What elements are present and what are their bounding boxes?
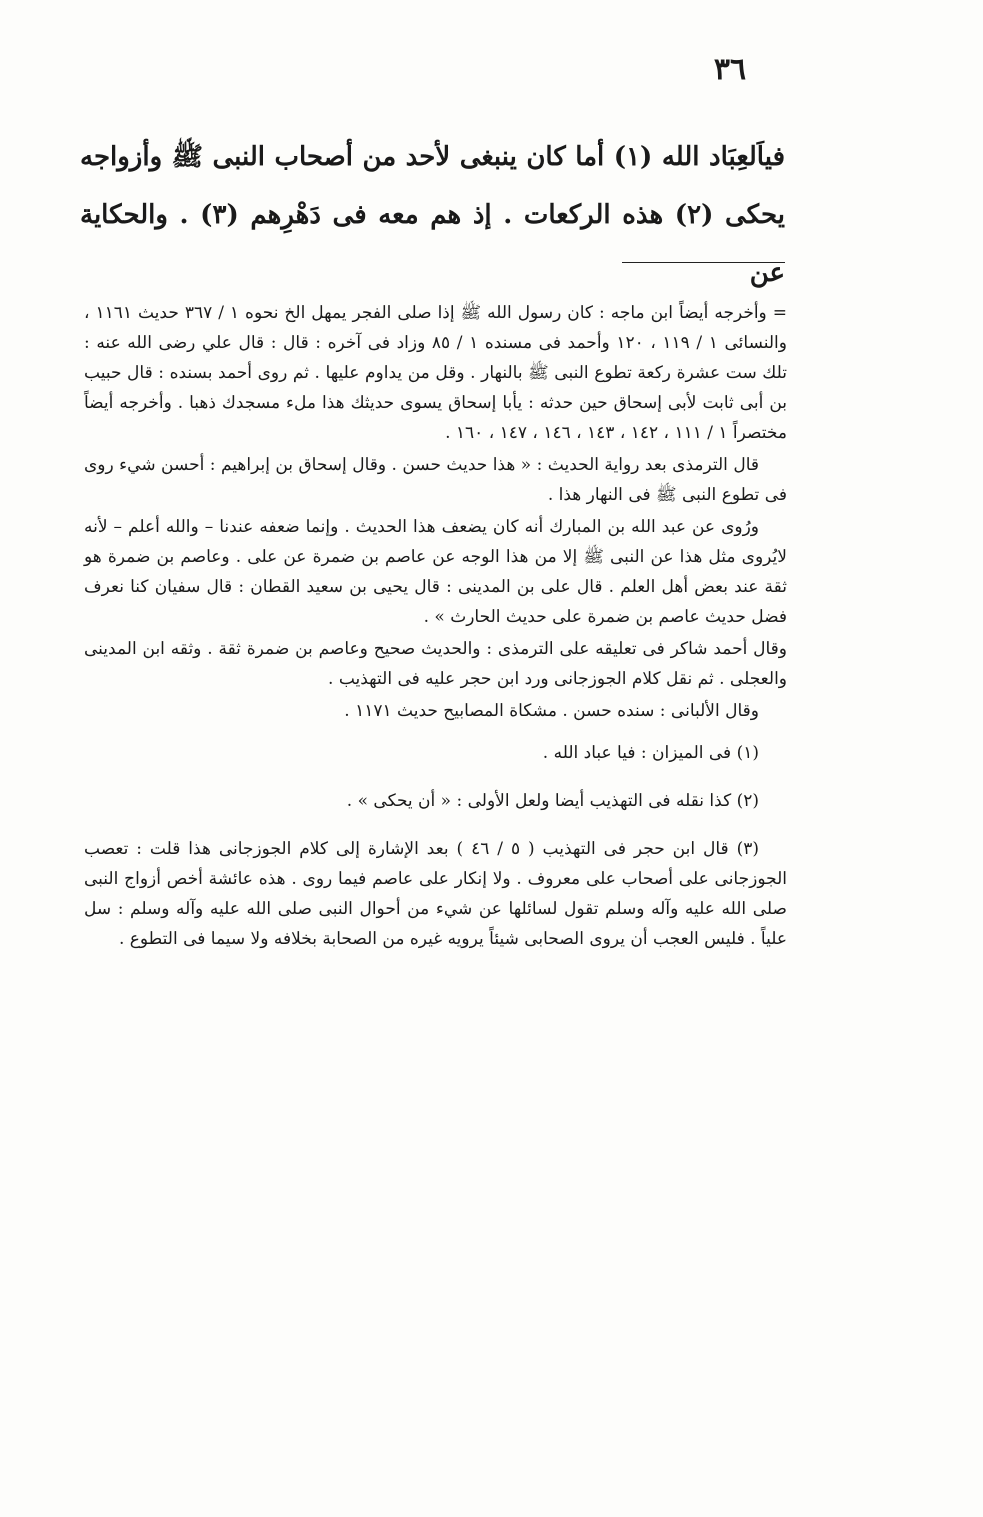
footnote-continuation-paragraph: قال الترمذى بعد رواية الحديث : « هذا حديث حسن . وقال إسحاق بن إبراهيم : أحسن شيء روى فى تطوع النبى ﷺ فى النهار هذا . bbox=[84, 455, 787, 505]
footnote-1: (١) فى الميزان : فيا عباد الله . bbox=[542, 743, 759, 763]
footnote-continuation-paragraph: = وأخرجه أيضاً ابن ماجه : كان رسول الله ﷺ إذا صلى الفجر يمهل الخ نحوه ١ / ٣٦٧ حديث ١١٦١ ، والنسائى ١ / ١١٩ ، ١٢٠ وأحمد فى مسنده ١ / ٨٥ وزاد فى آخره : قال : قال علي رضى الله عنه : تلك ست عشرة ركعة تطوع النبى ﷺ بالنهار . وقل من يداوم عليها . ثم روى أحمد بسنده : قال حبيب بن أبى ثابت لأبى إسحاق حين حدثه : يأبا إسحاق يسوى حديثك هذا ملء مسجدك ذهبا . وأخرجه أيضاً مختصراً ١ / ١١١ ، ١٤٢ ، ١٤٣ ، ١٤٦ ، ١٤٧ ، ١٦٠ . bbox=[84, 303, 787, 443]
footnote-3: (٣) قال ابن حجر فى التهذيب ( ٥ / ٤٦ ) بعد الإشارة إلى كلام الجوزجانى هذا قلت : تعصب الجوزجانى على أصحاب على معروف . ولا إنكار على عاصم فيما روى . هذه عائشة أخص أزواج النبى صلى الله عليه وآله وسلم تقول لسائلها عن شيء من أحوال النبى صلى الله عليه وآله وسلم : سل علياً . فليس العجب أن يروى الصحابى شيئاً يرويه غيره من الصحابة بخلافه ولا سيما فى التطوع . bbox=[84, 839, 787, 949]
footnotes-block bbox=[84, 298, 787, 966]
main-text-block bbox=[80, 128, 785, 302]
footnote-continuation-paragraph: وقال أحمد شاكر فى تعليقه على الترمذى : والحديث صحيح وعاصم بن ضمرة ثقة . وثقه ابن المدينى والعجلى . ثم نقل كلام الجوزجانى ورد ابن حجر عليه فى التهذيب . bbox=[84, 639, 787, 689]
main-paragraph: فياَلعِبَاد الله (١) أما كان ينبغى لأحد من أصحاب النبى ﷺ وأزواجه يحكى (٢) هذه الركعات . إذ هم معه فى دَهْرِهم (٣) . والحكاية عن bbox=[80, 142, 785, 288]
footnote-continuation-paragraph: ورُوى عن عبد الله بن المبارك أنه كان يضعف هذا الحديث . وإنما ضعفه عندنا – والله أعلم – لأنه لايُروى مثل هذا عن النبى ﷺ إلا من هذا الوجه عن عاصم بن ضمرة عن على . وعاصم بن ضمرة هو ثقة عند بعض أهل العلم . قال على بن المدينى : قال يحيى بن سعيد القطان : قال سفيان كنا نعرف فضل حديث عاصم بن ضمرة على حديث الحارث » . bbox=[84, 517, 787, 627]
footnote-continuation-paragraph: وقال الألبانى : سنده حسن . مشكاة المصابيح حديث ١١٧١ . bbox=[344, 701, 759, 721]
page-number: ٣٦ bbox=[713, 52, 747, 87]
footnote-separator bbox=[622, 262, 785, 263]
footnote-2: (٢) كذا نقله فى التهذيب أيضا ولعل الأولى : « أن يحكى » . bbox=[346, 791, 759, 811]
